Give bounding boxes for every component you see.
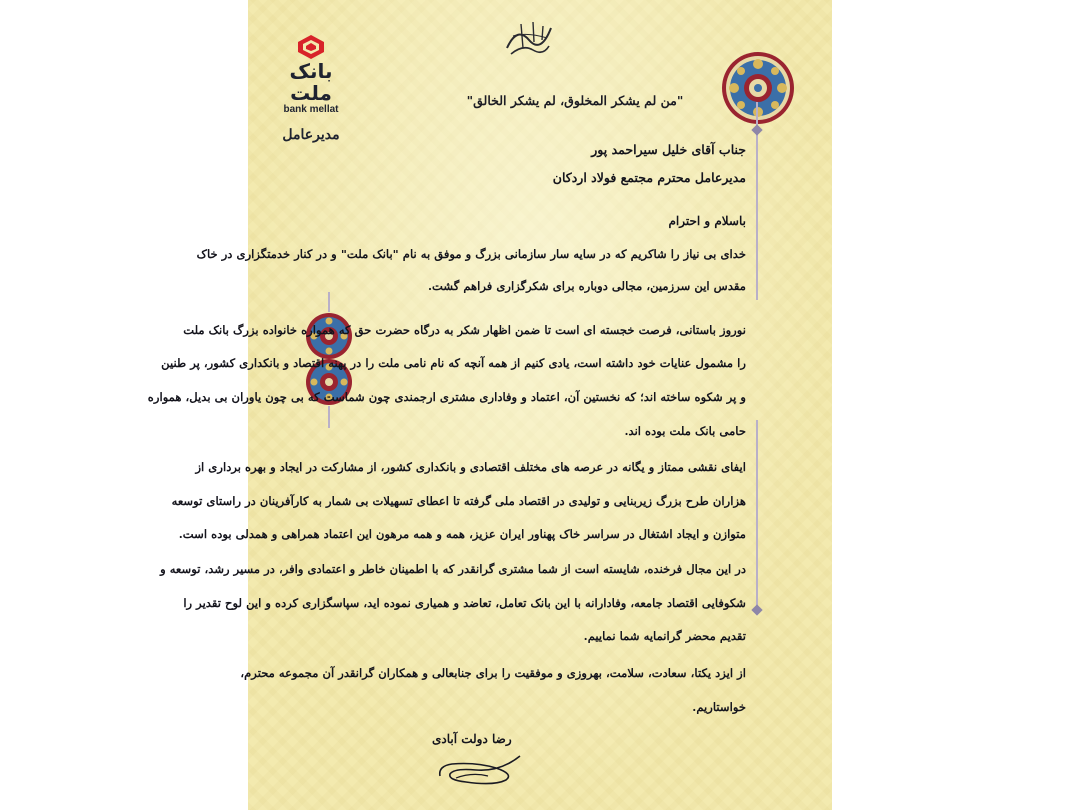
letter-line: را مشمول عنایات خود داشته است، یادی کنیم از همه آنچه که نام نامی ملت را در پهنه اقتصاد و بانکداری کشور، پر طنین <box>161 356 746 370</box>
logo-persian-text: بانک ملت <box>289 59 333 105</box>
letter-line: خواستاریم. <box>692 700 746 714</box>
top-rosette-ornament-icon <box>720 50 796 126</box>
decorative-line-side <box>328 292 330 312</box>
letter-line: شکوفایی اقتصاد جامعه، وفادارانه با این بانک تعامل، تعاضد و همیاری نموده اید، سپاسگزاری کرده و این لوح تقدیر را <box>183 596 746 610</box>
header-quote: "من لم یشکر المخلوق، لم یشکر الخالق" <box>466 93 684 108</box>
letter-line: ایفای نقشی ممتاز و یگانه در عرصه های مختلف اقتصادی و بانکداری کشور، از مشارکت در ایجاد و بهره برداری از <box>195 460 746 474</box>
letter-line: در این مجال فرخنده، شایسته است از شما مشتری گرانقدر که با اطمینان خاطر و اعتمادی وافر، در مسیر رشد، توسعه و <box>160 562 746 576</box>
letter-line: خدای بی نیاز را شاکریم که در سایه سار سازمانی بزرگ و موفق به نام "بانک ملت" و در کنار خدمتگزاری در خاک <box>196 247 746 261</box>
bank-logo <box>276 34 346 143</box>
letter-line: از ایزد یکتا، سعادت، سلامت، بهروزی و موفقیت را برای جنابعالی و همکاران گرانقدر آن مجموعه محترم، <box>240 666 746 680</box>
logo-english-text: bank mellat <box>283 104 339 115</box>
decorative-line-bottom <box>756 420 758 610</box>
letter-line: و پر شکوه ساخته اند؛ که نخستین آن، اعتماد و وفاداری مشتری ارجمندی چون شماست که بی چون یاوران بی بدیل، همواره <box>147 390 746 404</box>
bank-mellat-logo-icon <box>297 34 325 60</box>
recipient-title: مدیرعامل محترم مجتمع فولاد اردکان <box>552 170 746 185</box>
recipient-name: جناب آقای خلیل سیراحمد پور <box>591 142 746 157</box>
letter-line: حامی بانک ملت بوده اند. <box>624 424 746 438</box>
greeting: باسلام و احترام <box>668 214 746 228</box>
signatory-name: رضا دولت آبادی <box>432 732 512 746</box>
managing-director-label: مدیرعامل <box>282 127 340 143</box>
handwritten-signature-icon <box>436 748 522 788</box>
letter-line: مقدس این سرزمین، مجالی دوباره برای شکرگزاری فراهم گشت. <box>428 279 746 293</box>
letter-line: نوروز باستانی، فرصت خجسته ای است تا ضمن اظهار شکر به درگاه حضرت حق که همواره خانواده بزرگ بانک ملت <box>183 323 746 337</box>
decorative-line-side <box>328 406 330 428</box>
letter-line: تقدیم محضر گرانمایه شما نماییم. <box>583 629 746 643</box>
basmala-calligraphy-icon <box>503 18 555 58</box>
letter-line: متوازن و ایجاد اشتغال در سراسر خاک پهناور ایران عزیز، همه و همه مرهون این اعتماد همراهی و همدلی بوده است. <box>178 527 746 541</box>
letter-line: هزاران طرح بزرگ زیربنایی و تولیدی در اقتصاد ملی گرفته تا اعطای تسهیلات بی شمار به کارآفرینان در راستای توسعه <box>171 494 746 508</box>
